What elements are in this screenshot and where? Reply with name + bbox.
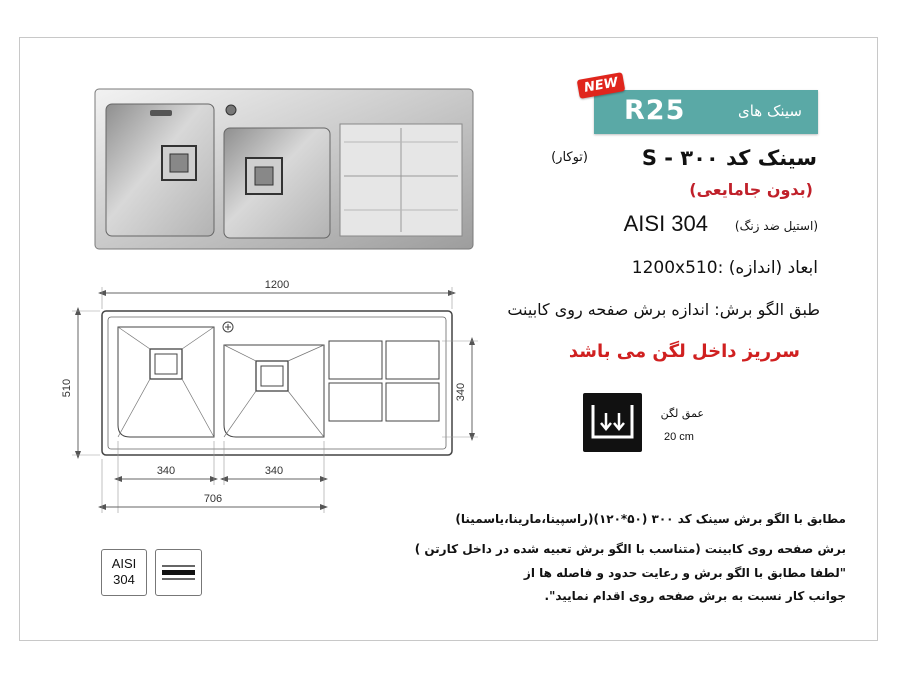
aisi-badge-line1: AISI	[111, 556, 137, 571]
dim-width-label: 1200	[264, 279, 290, 291]
dim-bowls-total-label: 706	[203, 493, 223, 505]
dim-bowl1-label: 340	[156, 465, 176, 477]
note-line-3: "لطفا مطابق با الگو برش و رعایت حدود و فاصله ها از	[523, 566, 846, 580]
note-line-2: برش صفحه روی کابینت (متناسب با الگو برش تعبیه شده در داخل کارتن )	[414, 542, 846, 556]
aisi-badge-line2: 304	[113, 572, 135, 587]
aisi-304-badge	[101, 549, 147, 596]
note-line-4: جوانب کار نسبت به برش صفحه روی اقدام نمایید".	[544, 589, 846, 603]
model-note: (توکار)	[551, 150, 588, 165]
depth-value: 20 cm	[664, 431, 694, 443]
dim-drainer-label: 340	[455, 382, 467, 402]
note-line-1: مطابق با الگو برش سینک کد ۳۰۰ (۵۰*۱۲۰)(راسپینا،مارینا،یاسمینا)	[455, 512, 846, 526]
dimensions-text: 1200x510: ابعاد (اندازه)	[631, 258, 818, 278]
overflow-note: سرریز داخل لگن می باشد	[568, 341, 800, 362]
technical-drawing	[58, 275, 488, 515]
steel-note: (استیل ضد زنگ)	[734, 219, 818, 233]
steel-grade: AISI 304	[623, 211, 708, 236]
sink-product-photo	[94, 88, 474, 250]
series-code: R25	[624, 95, 686, 126]
basket-note: (بدون جامایعی)	[689, 180, 813, 199]
dim-height-label: 510	[61, 378, 73, 398]
depth-label: عمق لگن	[660, 407, 704, 420]
basin-depth-icon	[583, 393, 642, 452]
new-badge: NEW	[577, 72, 626, 99]
series-banner	[594, 90, 818, 134]
model-title: سینک کد S - ۳۰۰	[641, 146, 817, 170]
dim-bowl2-label: 340	[264, 465, 284, 477]
series-title: سینک های	[737, 102, 802, 120]
finish-icon	[155, 549, 202, 596]
cut-template-text: طبق الگو برش: اندازه برش صفحه روی کابینت	[507, 300, 820, 319]
